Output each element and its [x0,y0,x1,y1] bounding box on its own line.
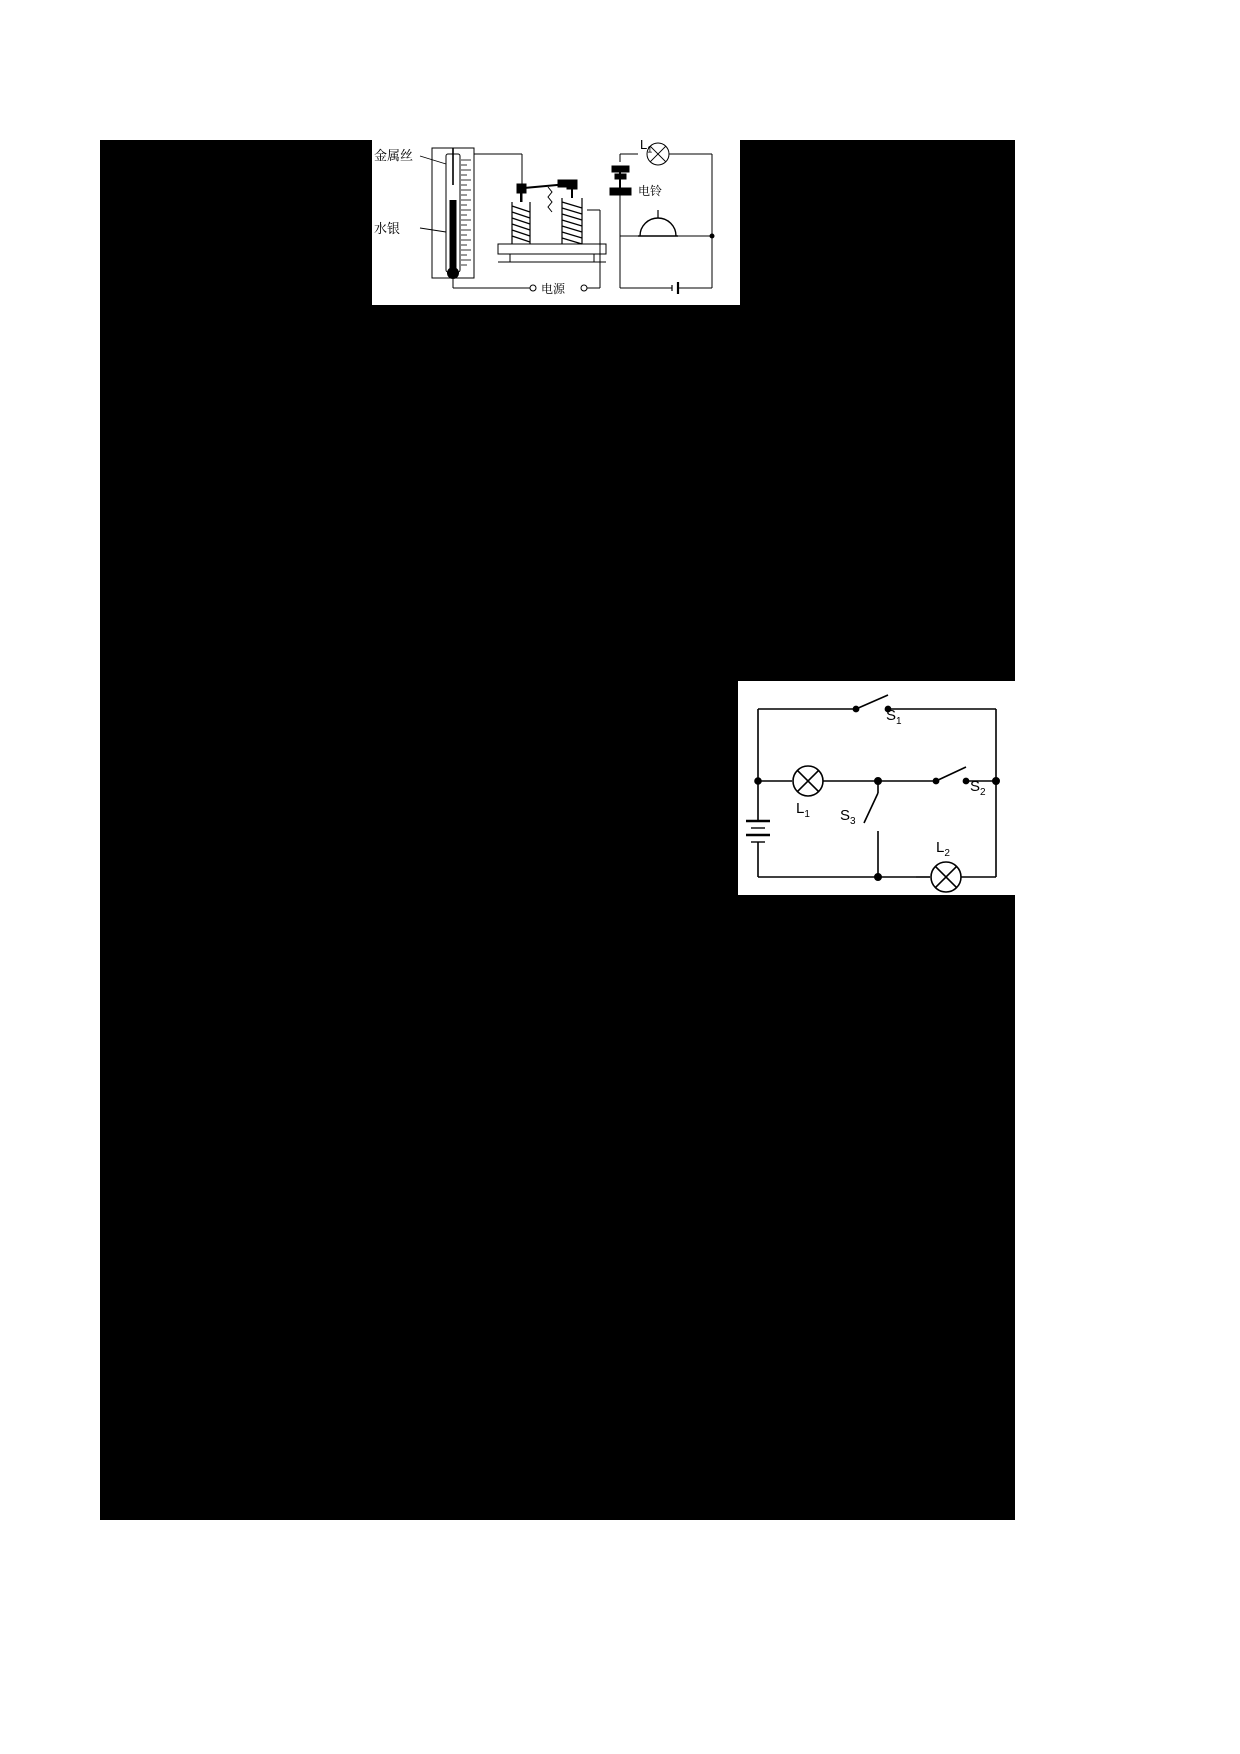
label-metal-wire: 金属丝 [374,148,414,163]
label-power-supply: 电源 [541,282,566,296]
label-bell: 电铃 [638,184,663,198]
label-switch-s3: $S_3$ [840,807,856,827]
label-lamp-l1: $L_1$ [796,800,810,820]
figure-two-lamp-circuit [738,681,1015,895]
label-switch-s1: $S_1$ [886,707,902,727]
label-mercury: 水银 [374,221,401,236]
label-lamp-l1-text: $L_1$ [640,137,653,155]
label-lamp-l2: $L_2$ [936,839,950,859]
label-switch-s2: $S_2$ [970,778,986,798]
figure-thermostat-alarm [372,137,740,305]
